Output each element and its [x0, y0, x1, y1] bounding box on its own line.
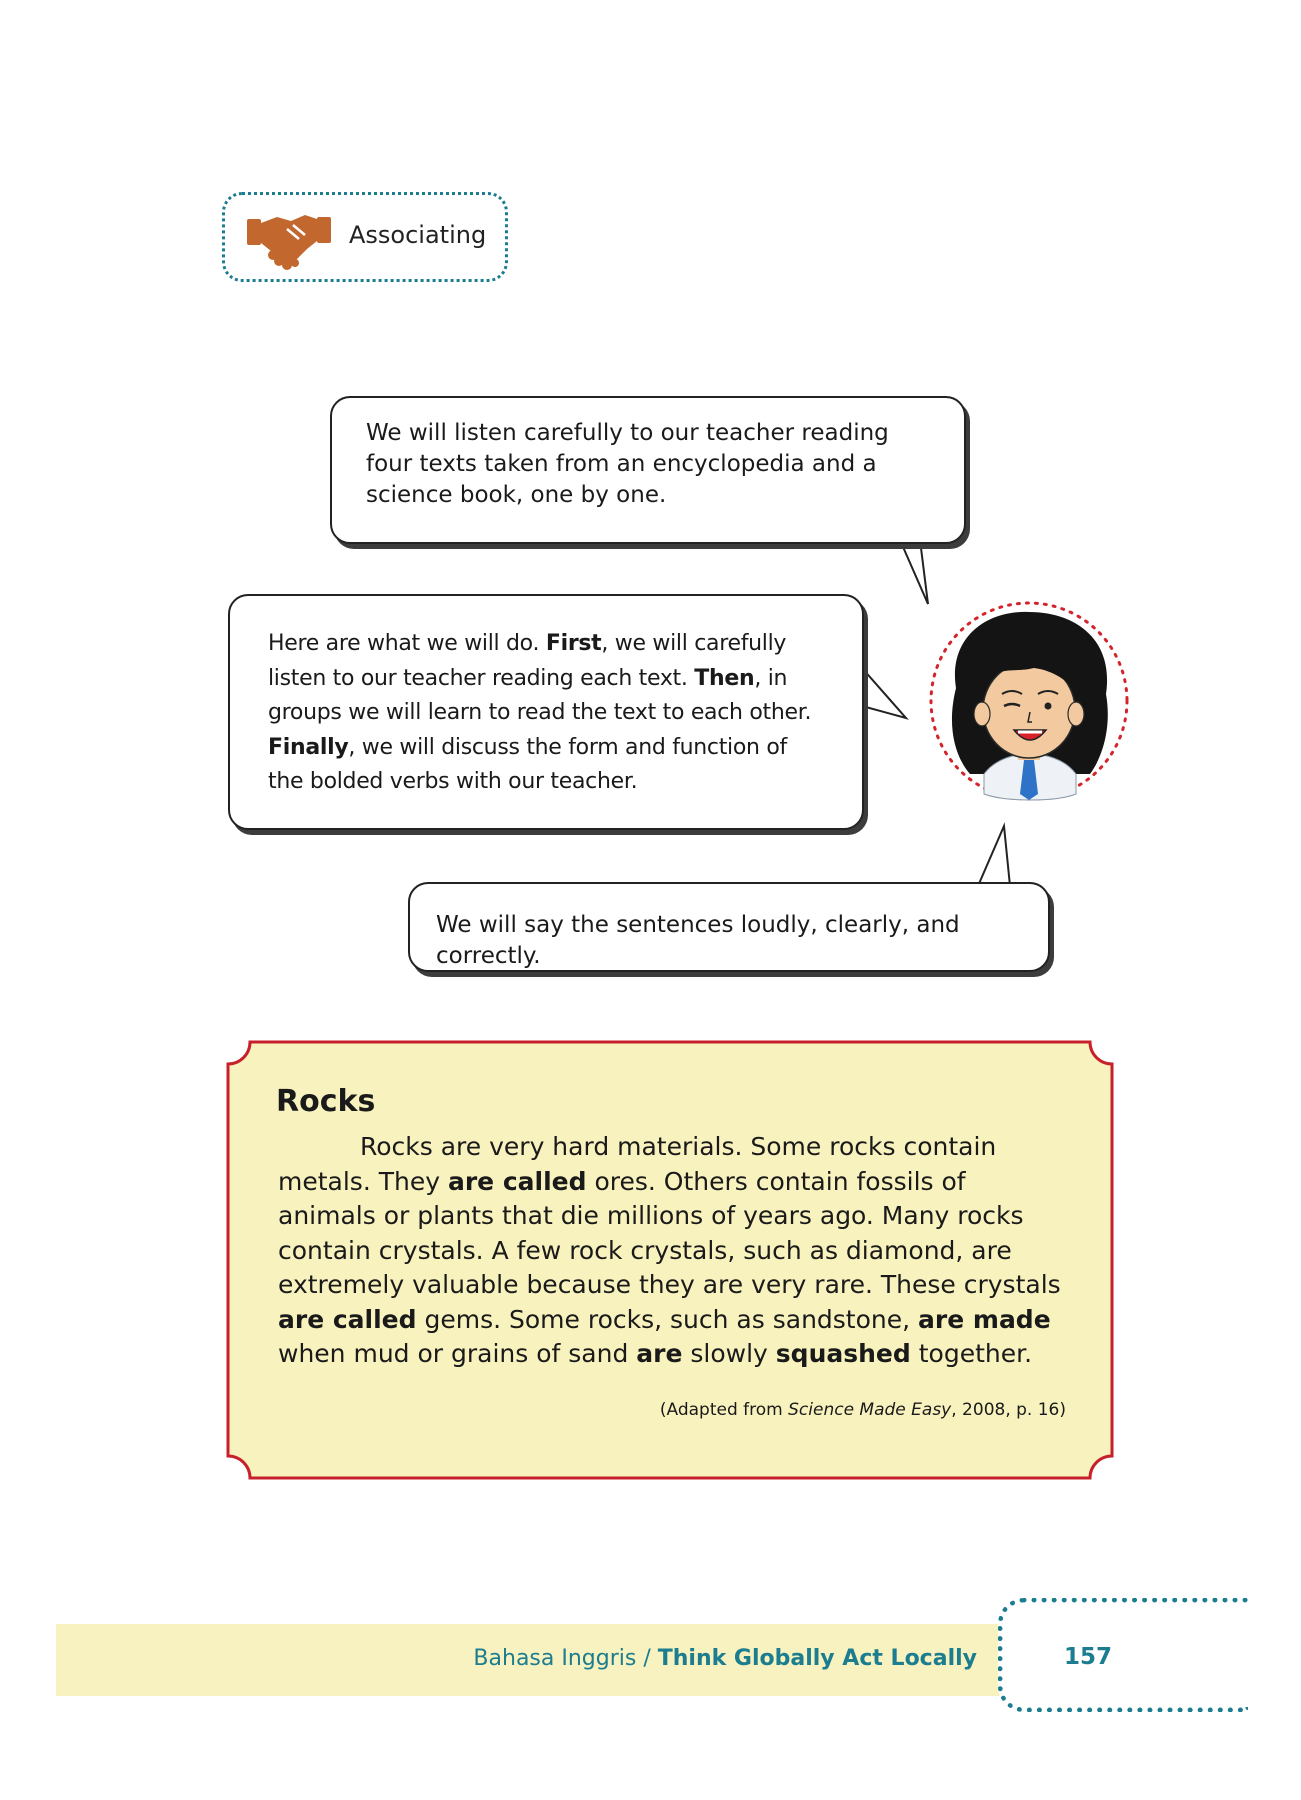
step-first-text: , we will carefully listen to our teacher reading each text. — [268, 631, 787, 691]
step-finally-word: Finally — [268, 734, 349, 760]
source-suffix: , 2008, p. 16) — [951, 1400, 1066, 1420]
source-title: Science Made Easy — [788, 1400, 952, 1420]
rocks-text-part: gems. Some rocks, such as sandstone, — [416, 1304, 919, 1334]
tail-top-outline — [900, 540, 928, 604]
bolded-verb: are called — [447, 1166, 587, 1196]
footer-book-title — [473, 1646, 977, 1671]
step-finally-text: , we will discuss the form and function of the bolded verbs with our teacher. — [268, 734, 787, 794]
rocks-text-part: slowly — [682, 1339, 776, 1368]
footer-title: Think Globally Act Locally — [657, 1646, 977, 1671]
speech-bubble-bottom — [408, 882, 1050, 972]
step-then-word: Then — [694, 665, 755, 691]
page-number: 157 — [1064, 1644, 1113, 1670]
tail-bottom — [978, 826, 1010, 886]
handshake-icon — [247, 209, 331, 271]
source-prefix: (Adapted from — [659, 1400, 789, 1420]
steps-intro: Here are what we will do. — [268, 631, 546, 656]
tail-middle — [862, 668, 906, 718]
rocks-text-part: together. — [910, 1339, 1033, 1368]
bolded-verb: are — [636, 1339, 683, 1368]
rocks-title: Rocks — [276, 1084, 376, 1119]
associating-label: Associating — [349, 221, 487, 249]
rocks-card — [226, 1040, 1114, 1480]
step-then-text: , in groups we will learn to read the text to each other. — [268, 665, 812, 725]
rocks-text — [278, 1130, 1068, 1372]
step-first-word: First — [545, 631, 602, 656]
bolded-verb: squashed — [775, 1339, 911, 1368]
student-avatar — [926, 598, 1132, 808]
speech-bubble-top-text: We will listen carefully to our teacher reading four texts taken from an encyclopedia and a science book, one by one. — [366, 420, 889, 508]
speech-bubble-middle — [228, 594, 864, 830]
speech-bubble-top — [330, 396, 966, 544]
associating-badge — [222, 192, 508, 282]
bolded-verb: are called — [278, 1304, 417, 1334]
speech-bubble-bottom-text: We will say the sentences loudly, clearly, and correctly. — [436, 912, 960, 969]
rocks-source-citation — [660, 1400, 1066, 1420]
rocks-text-part: when mud or grains of sand — [278, 1339, 637, 1368]
rocks-text-part: ores. Others contain fossils of animals or plants that die millions of years ago. Many rocks contain crystals. A few rock crystals, such as diamond, are extremely valuable because they are very rare. These crystals — [278, 1166, 1061, 1299]
bolded-verb: are made — [918, 1304, 1051, 1334]
footer-book: Bahasa Inggris / — [473, 1646, 658, 1671]
rocks-text-part: Rocks are very hard materials. Some rocks contain metals. They — [278, 1132, 997, 1196]
page-number-box — [998, 1598, 1248, 1712]
